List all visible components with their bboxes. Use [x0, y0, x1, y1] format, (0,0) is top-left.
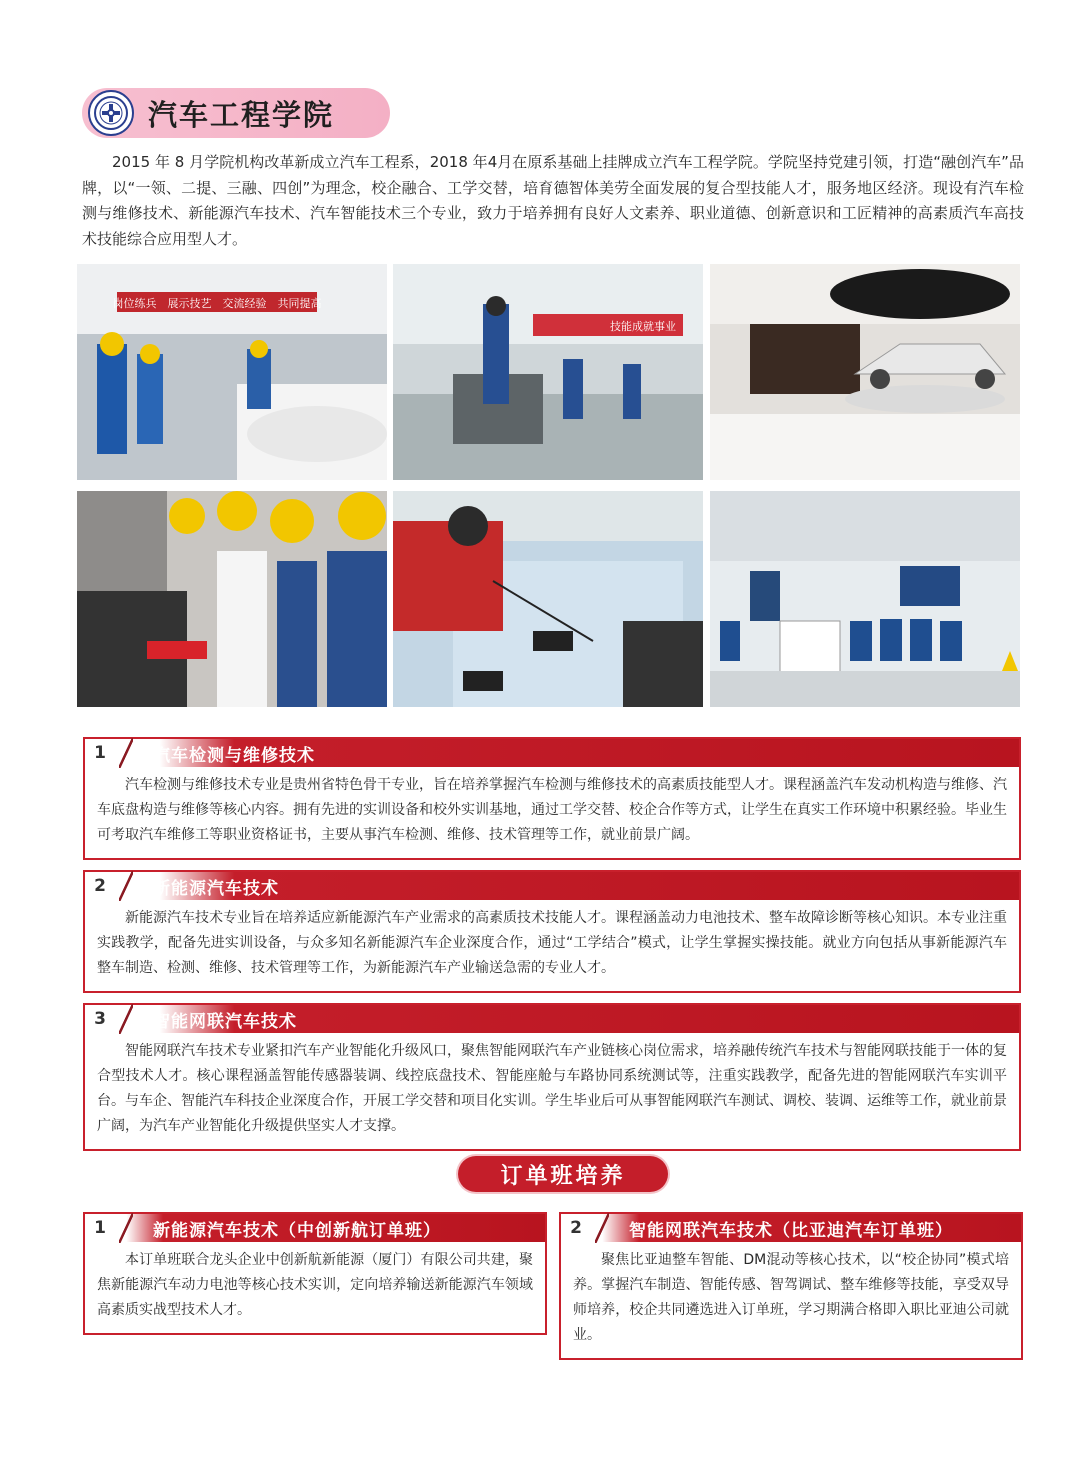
order-class-2-number: 2 — [570, 1218, 582, 1238]
section-3-number: 3 — [94, 1009, 106, 1029]
section-3-title: 智能网联汽车技术 — [153, 1011, 297, 1032]
section-1-box — [83, 737, 1021, 860]
section-3-header — [85, 1005, 1019, 1033]
college-logo-icon — [88, 90, 134, 136]
photo-banner-2: 技能成就事业 — [610, 320, 676, 333]
college-header — [82, 88, 390, 138]
intro-paragraph: 2015 年 8 月学院机构改革新成立汽车工程系，2018 年4月在原系基础上挂牌成立汽车工程学院。学院坚持党建引领，打造“融创汽车”品牌，以“一领、二提、三融、四创”为理念，校企融合、工学交替，培育德智体美劳全面发展的复合型技能人才，服务地区经济。现设有汽车检测与维修技术、新能源汽车技术、汽车智能技术三个专业，致力于培养拥有良好人文素养、职业道德、创新意识和工匠精神的高素质汽车高技术技能综合应用型人才。 — [82, 153, 1024, 248]
photo-workshop-training — [77, 264, 387, 480]
college-title: 汽车工程学院 — [148, 97, 335, 132]
order-class-title: 订单班培养 — [500, 1162, 626, 1189]
order-class-2-header — [561, 1214, 1021, 1242]
order-class-2-text: 聚焦比亚迪整车智能、DM混动等核心技术，以“校企协同”模式培养。掌握汽车制造、智能传感、智驾调试、整车维修等技能，享受双导师培养，校企共同遴选进入订单班，学习期满合格即入职比亚迪公司就业。 — [573, 1252, 1009, 1343]
slash-divider-icon — [119, 1004, 133, 1034]
order-class-badge — [458, 1156, 668, 1192]
photo-diagnosis-practice — [77, 491, 387, 707]
order-class-2-box — [559, 1212, 1023, 1360]
order-class-1-title: 新能源汽车技术（中创新航订单班） — [153, 1220, 441, 1241]
order-class-1-header — [85, 1214, 545, 1242]
order-class-1-number: 1 — [94, 1218, 106, 1238]
order-class-1-box — [83, 1212, 547, 1335]
section-1-header — [85, 739, 1019, 767]
photo-showroom — [710, 264, 1020, 480]
slash-divider-icon — [119, 1213, 133, 1243]
section-1-title: 汽车检测与维修技术 — [153, 745, 315, 766]
section-1-number: 1 — [94, 743, 106, 763]
slash-divider-icon — [119, 871, 133, 901]
photo-banner-1: 岗位练兵 展示技艺 交流经验 共同提高 — [112, 297, 322, 310]
slash-divider-icon — [595, 1213, 609, 1243]
section-2-header — [85, 872, 1019, 900]
section-2-title: 新能源汽车技术 — [153, 878, 279, 899]
section-3-box — [83, 1003, 1021, 1151]
section-2-text: 新能源汽车技术专业旨在培养适应新能源汽车产业需求的高素质技术技能人才。课程涵盖动力电池技术、整车故障诊断等核心知识。本专业注重实践教学，配备先进实训设备，与众多知名新能源汽车企业深度合作，通过“工学结合”模式，让学生掌握实操技能。就业方向包括从事新能源汽车整车制造、检测、维修、技术管理等工作，为新能源汽车产业输送急需的专业人才。 — [97, 910, 1007, 976]
order-class-2-title: 智能网联汽车技术（比亚迪汽车订单班） — [629, 1220, 953, 1241]
photo-soldering-practice — [393, 491, 703, 707]
section-2-box — [83, 870, 1021, 993]
section-1-text: 汽车检测与维修技术专业是贵州省特色骨干专业，旨在培养掌握汽车检测与维修技术的高素质技能型人才。课程涵盖汽车发动机构造与维修、汽车底盘构造与维修等核心内容。拥有先进的实训设备和校外实训基地，通过工学交替、校企合作等方式，让学生在真实工作环境中积累经验。毕业生可考取汽车维修工等职业资格证书，主要从事汽车检测、维修、技术管理等工作，就业前景广阔。 — [97, 777, 1007, 843]
order-class-1-text: 本订单班联合龙头企业中创新航新能源（厦门）有限公司共建，聚焦新能源汽车动力电池等核心技术实训，定向培养输送新能源汽车领域高素质实战型技术人才。 — [97, 1252, 533, 1318]
photo-engine-lab — [393, 264, 703, 480]
photo-classroom — [710, 491, 1020, 707]
section-2-number: 2 — [94, 876, 106, 896]
slash-divider-icon — [119, 738, 133, 768]
section-3-text: 智能网联汽车技术专业紧扣汽车产业智能化升级风口，聚焦智能网联汽车产业链核心岗位需求，培养融传统汽车技术与智能网联技能于一体的复合型技术人才。核心课程涵盖智能传感器装调、线控底盘技术、智能座舱与车路协同系统测试等，注重实践教学，配备先进的智能网联汽车实训平台。与车企、智能汽车科技企业深度合作，开展工学交替和项目化实训。学生毕业后可从事智能网联汽车测试、调校、装调、运维等工作，就业前景广阔，为汽车产业智能化升级提供坚实人才支撑。 — [97, 1043, 1007, 1134]
